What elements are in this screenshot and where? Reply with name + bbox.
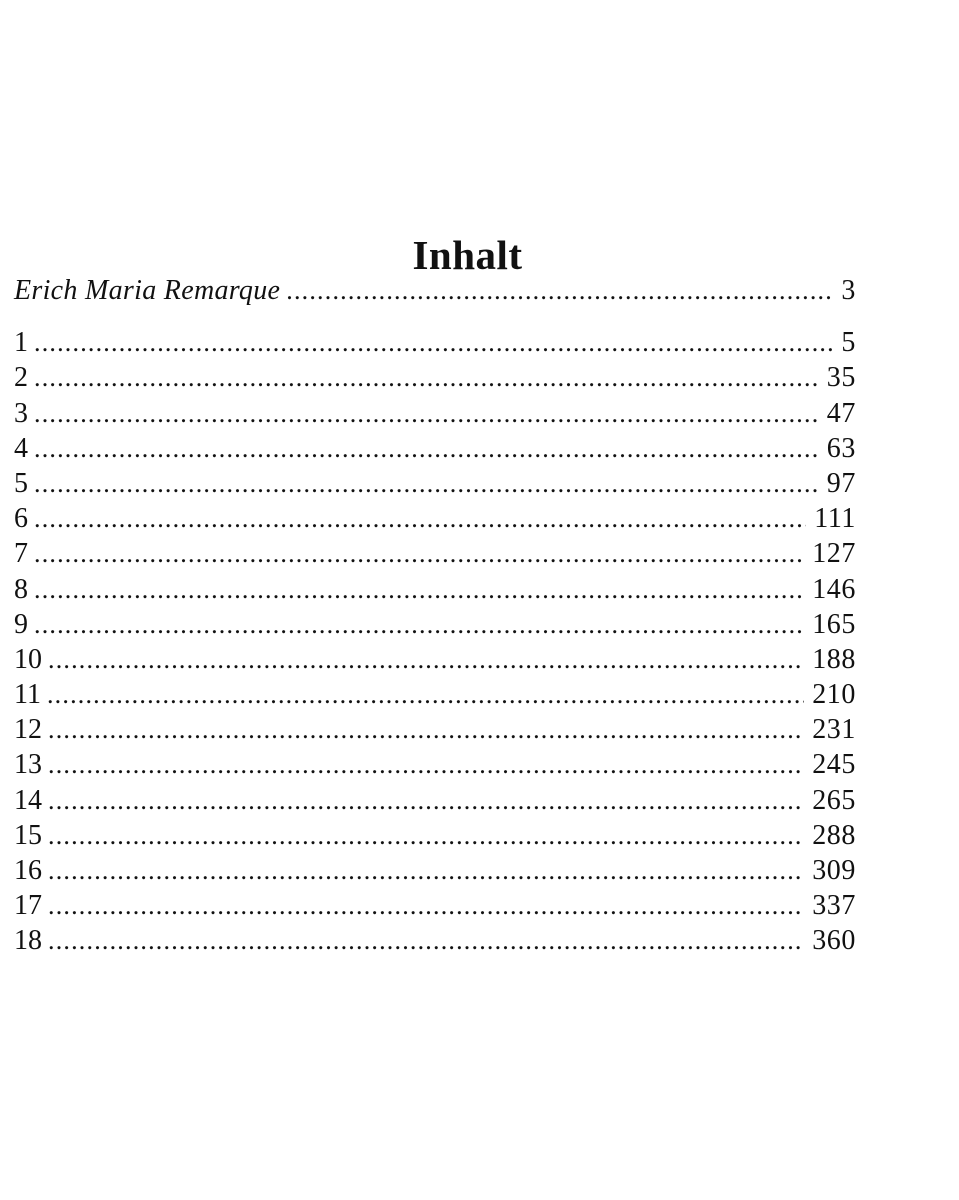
toc-page-number: 288 <box>812 819 856 851</box>
toc-entry <box>14 677 856 712</box>
dot-leader <box>48 818 804 853</box>
toc-entry-label: 5 <box>14 467 28 499</box>
dot-leader <box>48 747 804 782</box>
dot-leader <box>48 853 804 888</box>
toc-entry-preface <box>14 273 856 308</box>
toc-entry-label: 11 <box>14 679 41 711</box>
dot-leader <box>34 396 819 431</box>
toc-entry <box>14 572 856 607</box>
dot-leader <box>34 607 804 642</box>
toc-page-number: 3 <box>841 275 856 306</box>
toc-entry-label: 14 <box>14 784 42 816</box>
toc-entry <box>14 853 856 888</box>
toc-entry-label: 10 <box>14 643 42 675</box>
toc-entry <box>14 747 856 782</box>
toc-page-number: 127 <box>812 538 856 570</box>
toc-entry-label: 13 <box>14 749 42 781</box>
dot-leader <box>34 325 833 360</box>
toc-page-number: 265 <box>812 784 856 816</box>
dot-leader <box>48 923 804 958</box>
toc-entry-label: 18 <box>14 925 42 957</box>
dot-leader <box>48 712 804 747</box>
page-title: Inhalt <box>412 232 523 279</box>
toc-entry-label: 7 <box>14 538 28 570</box>
toc-entry <box>14 466 856 501</box>
dot-leader <box>48 642 804 677</box>
dot-leader <box>286 273 833 308</box>
toc-entry <box>14 818 856 853</box>
dot-leader <box>48 888 804 923</box>
toc-page-number: 231 <box>812 714 856 746</box>
toc-entry-label: 4 <box>14 432 28 464</box>
toc-page-number: 97 <box>826 467 856 499</box>
dot-leader <box>34 431 819 466</box>
toc-entry <box>14 431 856 466</box>
toc-page-number: 360 <box>812 925 856 957</box>
toc-entry-label: Erich Maria Remarque <box>14 275 281 306</box>
toc-entry <box>14 396 856 431</box>
toc-entry <box>14 888 856 923</box>
toc-entry <box>14 783 856 818</box>
toc-page-number: 337 <box>812 890 856 922</box>
toc-page-number: 5 <box>841 327 856 359</box>
toc-entry-label: 8 <box>14 573 28 605</box>
toc-entry-label: 1 <box>14 327 28 359</box>
toc-page-number: 210 <box>812 679 856 711</box>
dot-leader <box>48 783 804 818</box>
dot-leader <box>34 572 804 607</box>
toc-page-number: 245 <box>812 749 856 781</box>
toc-entry-label: 9 <box>14 608 28 640</box>
toc-page-number: 146 <box>812 573 856 605</box>
toc-page-number: 188 <box>812 643 856 675</box>
toc-entry <box>14 712 856 747</box>
toc-entry-label: 3 <box>14 397 28 429</box>
toc-entry-label: 16 <box>14 855 42 886</box>
toc-page-number: 165 <box>812 608 856 640</box>
toc-page-number: 35 <box>826 362 856 394</box>
toc-page-number: 309 <box>812 855 856 886</box>
dot-leader <box>34 466 819 501</box>
toc-entry-label: 6 <box>14 503 28 535</box>
toc-entry-label: 12 <box>14 714 42 746</box>
toc-entry <box>14 501 856 536</box>
toc-entry <box>14 923 856 958</box>
toc-entry <box>14 642 856 677</box>
toc-entry-label: 17 <box>14 890 42 922</box>
toc-page-number: 47 <box>826 397 856 429</box>
table-of-contents <box>14 273 856 959</box>
dot-leader <box>34 536 804 571</box>
toc-page-number: 111 <box>814 503 856 535</box>
toc-page-number: 63 <box>826 432 856 464</box>
toc-entry-label: 2 <box>14 362 28 394</box>
dot-leader <box>34 360 819 395</box>
toc-entry <box>14 325 856 360</box>
toc-entry <box>14 607 856 642</box>
dot-leader <box>34 501 806 536</box>
toc-entry <box>14 360 856 395</box>
toc-entry <box>14 536 856 571</box>
toc-entry-label: 15 <box>14 819 42 851</box>
dot-leader <box>47 677 804 712</box>
